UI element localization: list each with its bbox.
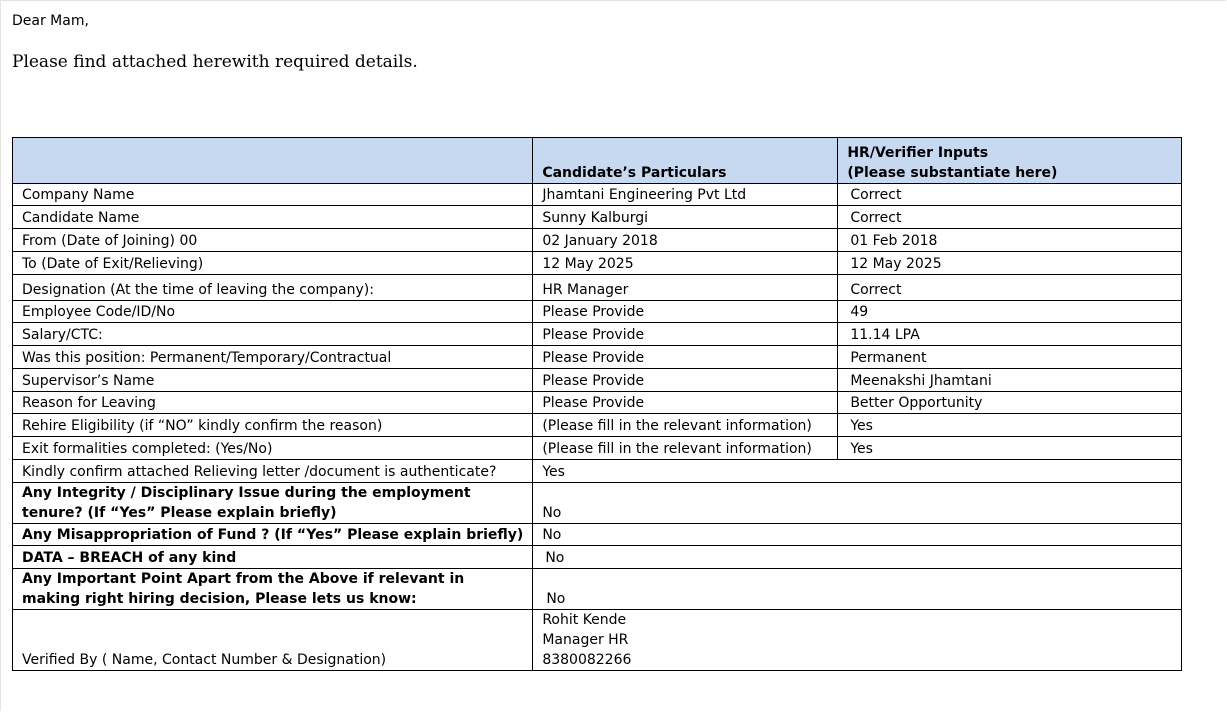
row-label: Salary/CTC: xyxy=(13,323,533,346)
table-row xyxy=(13,392,1182,414)
greeting-text: Dear Mam, xyxy=(12,13,89,29)
row-label: Exit formalities completed: (Yes/No) xyxy=(13,437,533,460)
row-value: No xyxy=(533,546,1182,569)
row-candidate-value: Please Provide xyxy=(533,369,838,392)
row-candidate-value: Please Provide xyxy=(533,323,838,346)
table-row xyxy=(13,275,1182,301)
row-value: No xyxy=(533,524,1182,546)
row-label: Designation (At the time of leaving the company): xyxy=(13,275,533,301)
row-verifier-value: Correct xyxy=(838,184,1182,206)
header-verifier-subtitle: (Please substantiate here) xyxy=(847,165,1058,181)
table-row xyxy=(13,369,1182,392)
row-value: No xyxy=(533,483,1182,524)
verification-table xyxy=(12,137,1182,671)
row-candidate-value: HR Manager xyxy=(533,275,838,301)
row-candidate-value: Jhamtani Engineering Pvt Ltd xyxy=(533,184,838,206)
table-row xyxy=(13,437,1182,460)
header-candidate-particulars: Candidate’s Particulars xyxy=(533,138,838,184)
row-verifier-value: 11.14 LPA xyxy=(838,323,1182,346)
row-label: DATA – BREACH of any kind xyxy=(13,546,533,569)
row-label: To (Date of Exit/Relieving) xyxy=(13,252,533,275)
intro-text: Please find attached herewith required details. xyxy=(12,52,418,72)
row-label: Supervisor’s Name xyxy=(13,369,533,392)
row-verifier-value: Yes xyxy=(838,437,1182,460)
table-row xyxy=(13,483,1182,524)
table-row xyxy=(13,524,1182,546)
row-label: Employee Code/ID/No xyxy=(13,301,533,323)
row-verifier-value: 12 May 2025 xyxy=(838,252,1182,275)
header-cell-blank xyxy=(13,138,533,184)
row-candidate-value: Please Provide xyxy=(533,346,838,369)
row-value: No xyxy=(533,569,1182,610)
row-candidate-value: (Please fill in the relevant information) xyxy=(533,437,838,460)
header-verifier-inputs xyxy=(838,138,1182,184)
row-candidate-value: Please Provide xyxy=(533,301,838,323)
verifier-contact: 8380082266 xyxy=(542,652,632,668)
verified-by-details xyxy=(533,610,1182,671)
row-verifier-value: Meenakshi Jhamtani xyxy=(838,369,1182,392)
row-label: Any Integrity / Disciplinary Issue during the employment tenure? (If “Yes” Please explain briefly) xyxy=(13,483,533,524)
row-verifier-value: Permanent xyxy=(838,346,1182,369)
row-candidate-value: (Please fill in the relevant information) xyxy=(533,414,838,437)
row-label: Kindly confirm attached Relieving letter /document is authenticate? xyxy=(13,460,533,483)
table-row xyxy=(13,206,1182,229)
row-verifier-value: Correct xyxy=(838,275,1182,301)
table-row xyxy=(13,323,1182,346)
row-verifier-value: 01 Feb 2018 xyxy=(838,229,1182,252)
row-verifier-value: 49 xyxy=(838,301,1182,323)
row-label: Was this position: Permanent/Temporary/Contractual xyxy=(13,346,533,369)
verifier-name: Rohit Kende xyxy=(542,612,627,628)
row-label: Candidate Name xyxy=(13,206,533,229)
table-row xyxy=(13,301,1182,323)
table-row xyxy=(13,229,1182,252)
row-verifier-value: Yes xyxy=(838,414,1182,437)
row-label: Any Misappropriation of Fund ? (If “Yes” Please explain briefly) xyxy=(13,524,533,546)
row-label: Company Name xyxy=(13,184,533,206)
row-label: Rehire Eligibility (if “NO” kindly confirm the reason) xyxy=(13,414,533,437)
row-candidate-value: 02 January 2018 xyxy=(533,229,838,252)
table-row xyxy=(13,414,1182,437)
table-row xyxy=(13,569,1182,610)
table-row xyxy=(13,184,1182,206)
table-row xyxy=(13,252,1182,275)
header-verifier-title: HR/Verifier Inputs xyxy=(847,145,989,161)
row-label: Reason for Leaving xyxy=(13,392,533,414)
table-row xyxy=(13,546,1182,569)
verifier-designation: Manager HR xyxy=(542,632,629,648)
row-verifier-value: Better Opportunity xyxy=(838,392,1182,414)
row-label: From (Date of Joining) 00 xyxy=(13,229,533,252)
table-row xyxy=(13,460,1182,483)
row-candidate-value: Please Provide xyxy=(533,392,838,414)
row-label: Any Important Point Apart from the Above if relevant in making right hiring decision, Please lets us know: xyxy=(13,569,533,610)
verified-by-row xyxy=(13,610,1182,671)
row-candidate-value: Sunny Kalburgi xyxy=(533,206,838,229)
row-value: Yes xyxy=(533,460,1182,483)
verified-by-label: Verified By ( Name, Contact Number & Designation) xyxy=(13,610,533,671)
table-header-row xyxy=(13,138,1182,184)
row-candidate-value: 12 May 2025 xyxy=(533,252,838,275)
table-row xyxy=(13,346,1182,369)
row-verifier-value: Correct xyxy=(838,206,1182,229)
